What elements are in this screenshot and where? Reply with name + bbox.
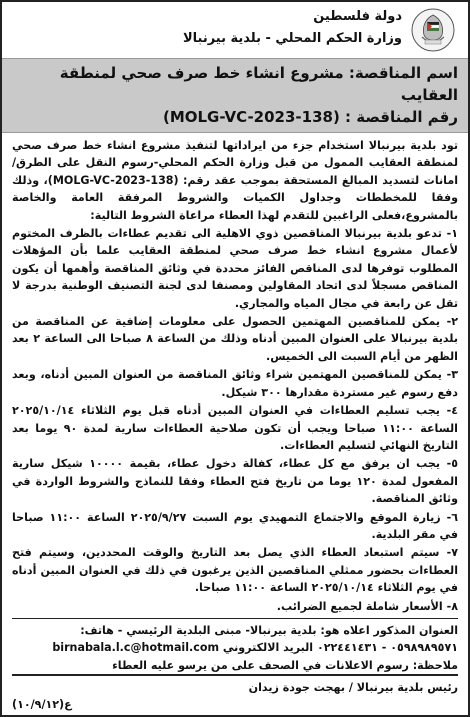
header — [2, 2, 468, 58]
mayor-signature: رئيس بلدية بيرنبالا / بهجت جودة زيدان — [248, 681, 458, 694]
announcement-body — [2, 133, 468, 615]
condition-item: ١- تدعو بلدية بيرنبالا المناقصين ذوي الاهلية الى تقديم عطاءات بالظرف المختوم لأعمال مشروع انشاء خط صرف صحي لمنطقة العقايب علما بأن المؤهلات المطلوب توفرها لدى المناقص الفائز محددة في وثائق المناقصة وأهمها أن يكون المناقص مسجلاً لدى اتحاد المقاولين ومصنفا لدى لجنة التصنيف الوطنية بدرجة لا تقل عن رابعة في مجال المياه والمجاري. — [12, 227, 458, 310]
reference-code: ع(١٠/٩/١٢) — [12, 698, 72, 711]
condition-item: ٣- يمكن للمناقصين المهتمين شراء وثائق المناقصة من العنوان المبين أدناه، وبعد دفع رسوم غير مستردة مقدارها ٣٠٠ شيكل. — [12, 368, 458, 399]
header-text — [183, 8, 402, 47]
contact-phones-email: ٠٥٩٨٩٨٩٥٧١ - ٠٢٢٤٤١٤٣١ البريد الالكتروني birnabala.l.c@hotmail.com — [52, 641, 458, 655]
condition-item: ٨- الأسعار شاملة لجميع الضرائب. — [276, 599, 458, 613]
tender-number: رقم المناقصة : (MOLG-VC-2023-138) — [162, 108, 458, 126]
intro-paragraph: تود بلدية بيرنبالا استخدام جزء من ايراداتها لتنفيذ مشروع انشاء خط صرف صحي لمنطقة العقايب الممول من قبل وزارة الحكم المحلي-رسوم النقل على الطرق/ امانات لتسديد المبالغ المستحقة بموجب عقد رقم: (MOLG-VC-2023-138)، وذلك وفقا للمخططات وجداول الكميات والشروط المرفقة العامة والخاصة بالمشروع،فعلى الراغبين للتقدم لهذا العطاء مراعاة الشروط التالية: — [12, 139, 458, 222]
contact-address: العنوان المذكور اعلاه هو: بلدية بيرنبالا- مبنى البلدية الرئيسي - هاتف: — [80, 623, 458, 637]
condition-item: ٢- يمكن للمناقصين المهتمين الحصول على معلومات إضافية عن المناقصة من بلدية بيرنبالا على العنوان المبين أدناه وذلك من الساعة ٨ صباحا الى الساعة ٢ بعد الظهر من أيام السبت الى الخميس. — [12, 315, 458, 363]
condition-item: ٦- زيارة الموقع والاجتماع التمهيدي يوم السبت ٢٠٢٥/٩/٢٧ الساعة ١١:٠٠ صباحا في مقر البلدية. — [12, 510, 459, 541]
condition-item: ٤- يجب تسليم العطاءات في العنوان المبين أدناه قبل يوم الثلاثاء ٢٠٢٥/١٠/١٤ الساعة ١١:٠٠ صباحا ويجب أن تكون صلاحية العطاءات سارية لمدة ٩٠ يوما بعد التاريخ النهائي لتسليم العطاءات. — [12, 404, 458, 452]
condition-item: ٧- سيتم استبعاد العطاء الذي يصل بعد التاريخ والوقت المحددين، وسيتم فتح العطاءات بحضور ممثلي المناقصين الذين يرغبون في ذلك في العنوان المبين أدناه في يوم الثلاثاء ٢٠٢٥/١٠/١٤ الساعة ١١:٠٠ صباحا. — [12, 546, 458, 595]
tender-name: اسم المناقصة: مشروع انشاء خط صرف صحي لمنطقة العقايب — [59, 64, 458, 104]
palestine-emblem-icon — [410, 7, 456, 53]
condition-item: ٥- يجب ان يرفق مع كل عطاء، كفالة دخول عطاء، بقيمة ١٠٠٠٠ شيكل سارية المفعول لمدة ١٢٠ يوما من تاريخ فتح العطاء وفقا للنماذج والشروط الواردة في وثائق المناقصة. — [12, 457, 458, 506]
contact-block — [2, 619, 468, 674]
ads-note: ملاحظة: رسوم الاعلانات في الصحف على من يرسو عليه العطاء — [112, 658, 458, 672]
ministry-name: وزارة الحكم المحلي - بلدية بيرنبالا — [182, 31, 402, 46]
signature-block — [12, 674, 458, 713]
country-name: دولة فلسطين — [313, 9, 402, 24]
tender-banner — [2, 58, 468, 133]
